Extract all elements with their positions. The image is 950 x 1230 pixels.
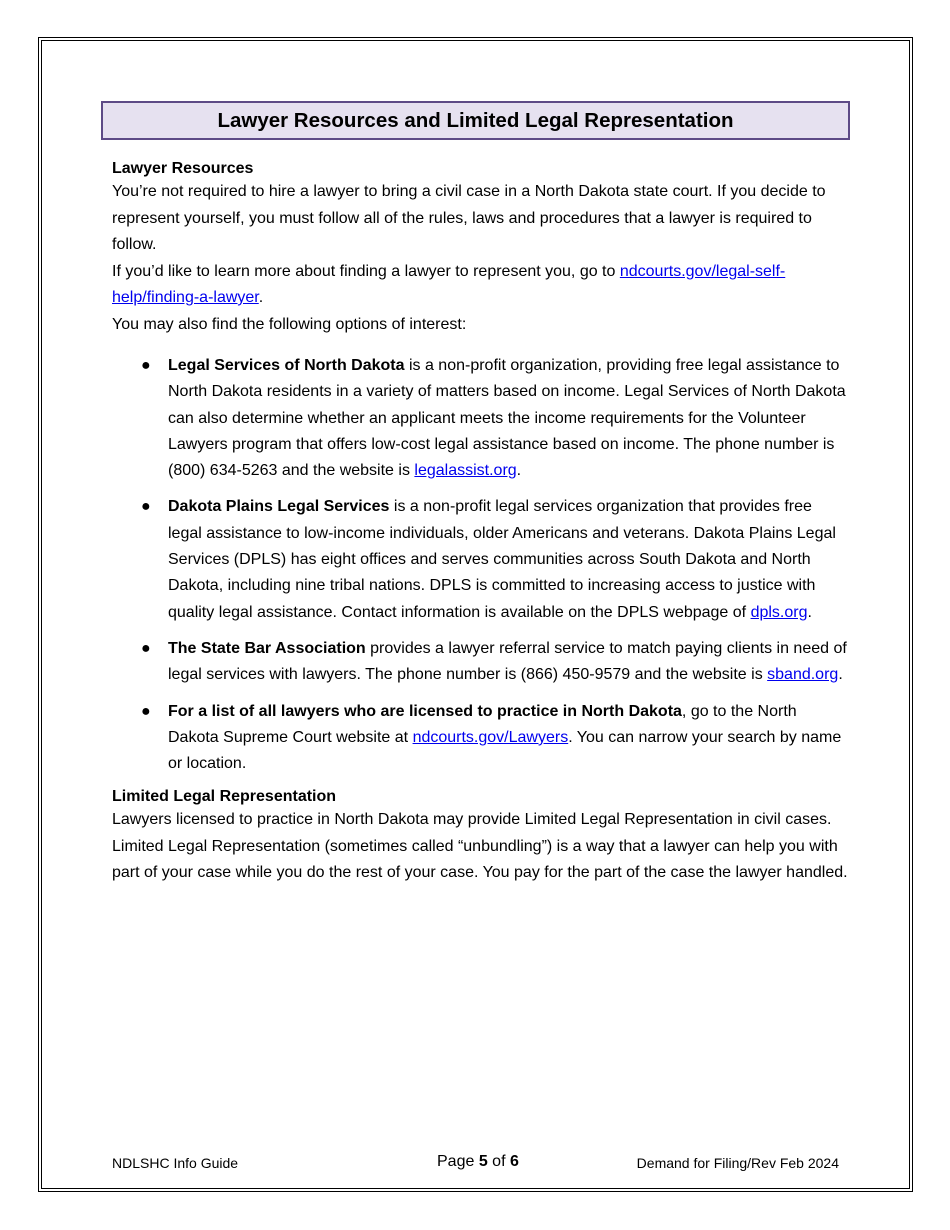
list-item-text: provides a lawyer referral service to match paying clients in need of legal services with lawyers. The phone number is (866) 450-9579 and the website is (168, 639, 847, 684)
list-item (112, 699, 849, 778)
list-item-tail: . (807, 603, 812, 621)
list-item-text: , go to the North Dakota Supreme Court website at (168, 702, 797, 746)
intro-paragraph: You’re not required to hire a lawyer to bring a civil case in a North Dakota state court. If you decide to represent yourself, you must follow all of the rules, laws and procedures that a lawyer is required to follow. (112, 183, 826, 253)
section-heading-limited-representation: Limited Legal Representation (112, 788, 337, 806)
section-heading-lawyer-resources: Lawyer Resources (112, 160, 254, 177)
footer-guide-name: NDLSHC Info Guide (112, 1155, 239, 1171)
finding-lawyer-period: . (258, 289, 264, 306)
list-item-title: Dakota Plains Legal Services (168, 498, 390, 516)
bullet-icon: ● (141, 357, 151, 374)
finding-lawyer-paragraph (112, 259, 849, 312)
dpls-link[interactable]: dpls.org (750, 603, 808, 621)
sband-link[interactable]: sband.org (767, 666, 839, 684)
options-intro-paragraph: You may also find the following options of interest: (112, 315, 467, 333)
resource-list (112, 353, 849, 777)
list-item (112, 636, 849, 689)
bullet-icon: ● (141, 702, 151, 720)
page-number (437, 1153, 519, 1171)
list-item-text: is a non-profit legal services organization that provides free legal assistance to low-income individuals, older Americans and veterans. Dakota Plains Legal Services (DPLS) has eight offices and serves communities across South Dakota and North Dakota, including nine tribal nations. DPLS is committed to increasing access to justice with quality legal assistance. Contact information is available on the DPLS webpage of (168, 498, 836, 621)
bullet-icon: ● (141, 498, 151, 516)
page-label: Page (437, 1153, 479, 1170)
ndcourts-lawyers-link[interactable]: ndcourts.gov/Lawyers (412, 728, 569, 746)
list-item-tail: . (516, 462, 522, 480)
current-page: 5 (478, 1153, 488, 1170)
finding-lawyer-text: If you’d like to learn more about finding a lawyer to represent you, go to (112, 262, 620, 280)
list-item-title: Legal Services of North Dakota (168, 357, 405, 374)
list-item-title: The State Bar Association (168, 639, 366, 657)
page-title: Lawyer Resources and Limited Legal Representation (101, 101, 850, 140)
page-content (112, 101, 849, 887)
bullet-icon: ● (141, 639, 151, 657)
list-item-title: For a list of all lawyers who are licensed to practice in North Dakota (168, 702, 682, 720)
total-pages: 6 (509, 1153, 519, 1170)
page-footer (112, 1153, 839, 1173)
list-item-tail: . (838, 666, 843, 684)
finding-a-lawyer-link[interactable]: ndcourts.gov/legal-self-help/finding-a-lawyer (112, 262, 786, 306)
footer-revision: Demand for Filing/Rev Feb 2024 (636, 1155, 839, 1171)
legalassist-link[interactable]: legalassist.org (414, 462, 517, 480)
list-item-tail: . You can narrow your search by name or location. (168, 728, 842, 773)
list-item (112, 353, 849, 484)
list-item (112, 494, 849, 625)
of-label: of (487, 1153, 510, 1170)
limited-representation-paragraph: Lawyers licensed to practice in North Dakota may provide Limited Legal Representation in civil cases. Limited Legal Representation (sometimes called “unbundling”) is a way that a lawyer can help you with part of your case while you do the rest of your case. You pay for the part of the case the lawyer handled. (112, 811, 848, 882)
list-item-text: is a non-profit organization, providing free legal assistance to North Dakota residents in a variety of matters based on income. Legal Services of North Dakota can also determine whether an applicant meets the income requirements for the Volunteer Lawyers program that offers low-cost legal assistance based on income. The phone number is (800) 634-5263 and the website is (168, 357, 846, 480)
